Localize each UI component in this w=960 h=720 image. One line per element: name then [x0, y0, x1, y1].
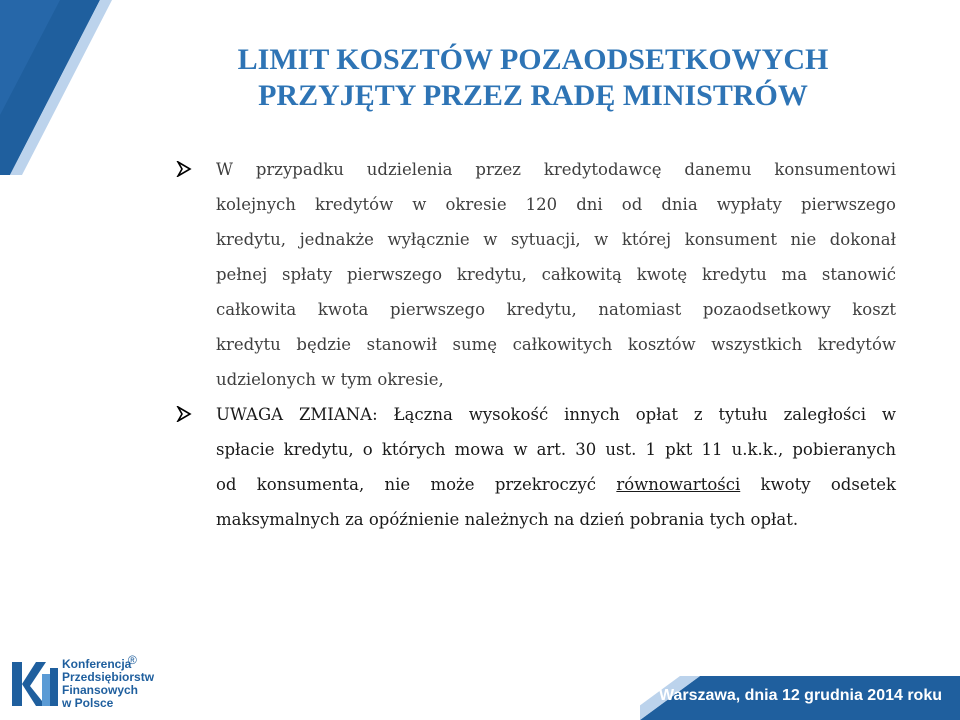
arrow-bullet-icon — [176, 406, 192, 422]
title-line-2: PRZYJĘTY PRZEZ RADĘ MINISTRÓW — [258, 79, 808, 112]
bullet-2-line: spłacie kredytu, o których mowa w art. 30 ust. 1 pkt 11 u.k.k., pobieranych — [216, 440, 896, 459]
registered-mark: ® — [128, 653, 137, 667]
bullet-1-line: kredytu będzie stanowił sumę całkowitych kosztów wszystkich kredytów — [216, 335, 896, 354]
bullet-item-2 — [176, 397, 896, 537]
bullet-1-line: całkowita kwota pierwszego kredytu, natomiast pozaodsetkowy koszt — [216, 300, 896, 319]
logo-line: Finansowych — [62, 683, 139, 697]
bullet-item-1 — [176, 152, 896, 397]
bullet-1-line: W przypadku udzielenia przez kredytodawcę danemu konsumentowi — [216, 160, 896, 179]
page-title — [120, 42, 946, 114]
arrow-bullet-icon — [176, 161, 192, 177]
logo-text — [62, 658, 154, 710]
bullet-1-line: kredytu, jednakże wyłącznie w sytuacji, w której konsument nie dokonał — [216, 230, 896, 249]
bullet-2-text: kwoty odsetek — [740, 475, 896, 494]
bullet-2-line: UWAGA ZMIANA: Łączna wysokość innych opłat z tytułu zaległości w — [216, 405, 896, 424]
bullet-2-line — [216, 467, 896, 502]
footer-date: Warszawa, dnia 12 grudnia 2014 roku — [658, 687, 942, 704]
bullet-list — [176, 152, 896, 537]
kpf-logo-icon — [12, 654, 60, 708]
bullet-1-line: udzielonych w tym okresie, — [216, 370, 444, 389]
bullet-1-line: kolejnych kredytów w okresie 120 dni od dnia wypłaty pierwszego — [216, 195, 896, 214]
bullet-2-text: od konsumenta, nie może przekroczyć — [216, 475, 617, 494]
logo-line: w Polsce — [62, 696, 114, 710]
title-line-1: LIMIT KOSZTÓW POZAODSETKOWYCH — [237, 43, 829, 76]
bullet-2-line: maksymalnych za opóźnienie należnych na dzień pobrania tych opłat. — [216, 510, 799, 529]
bullet-1-line: pełnej spłaty pierwszego kredytu, całkowitą kwotę kredytu ma stanowić — [216, 265, 896, 284]
logo-line: Konferencja — [62, 657, 132, 671]
logo-line: Przedsiębiorstw — [62, 670, 155, 684]
underlined-term: równowartości — [616, 475, 741, 494]
